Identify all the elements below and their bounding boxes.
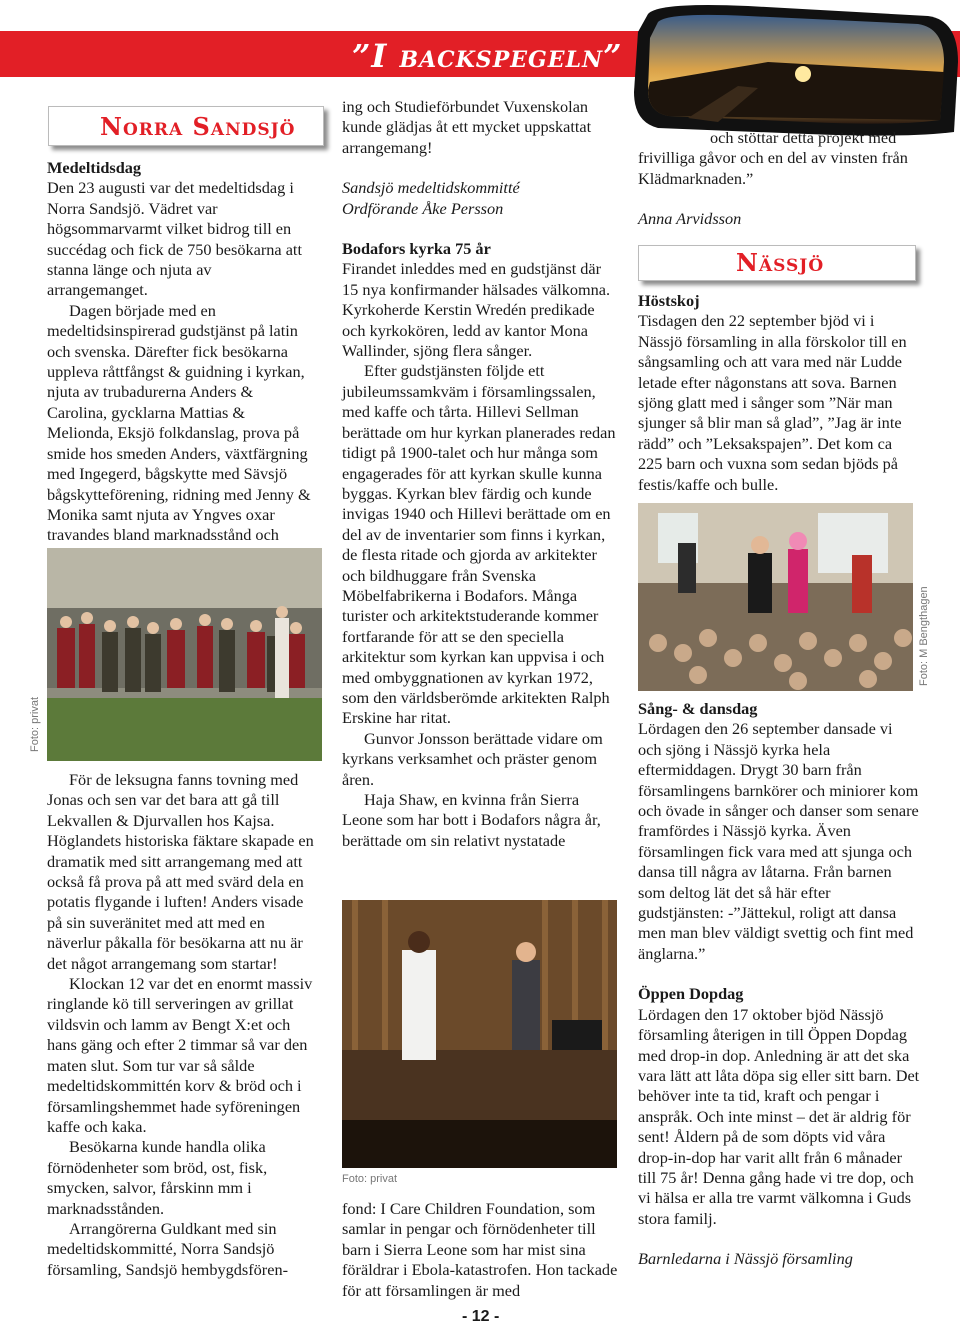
church-stage-photo: [342, 900, 617, 1168]
paragraph: Arrangörerna Guldkant med sin medeltidskommitté, Norra Sandsjö församling, Sandsjö hembygdsfören-: [47, 1218, 289, 1279]
photo-credit: Foto: privat: [342, 1173, 398, 1185]
column-2-top: [342, 97, 620, 851]
section-title-norra-sandsjo: Norra Sandsjö: [100, 112, 296, 141]
article-heading-oppen-dopdag: Öppen Dopdag: [638, 984, 744, 1004]
paragraph: Gunvor Jonsson berättade vidare om kyrkans verksamhet och präster genom åren.: [342, 728, 603, 789]
banner-title: ”I backspegeln”: [352, 37, 623, 75]
photo-credit: Foto: M Bengthagen: [918, 586, 930, 686]
paragraph: Den 23 augusti var det medeltidsdag i Norra Sandsjö. Vädret var högsommarvarmt vilket bidrog till en succédag och fick de 750 besökarna att stanna länge och njuta av arrangemanget.: [47, 178, 302, 300]
paragraph: Besökarna kunde handla olika förnödenheter som bröd, ost, fisk, smycken, salvor, fårskinn mm i marknadsstånden.: [47, 1137, 268, 1218]
signature: Anna Arvidsson: [638, 209, 742, 229]
page-number: - 12 -: [462, 1308, 500, 1325]
paragraph: Haja Shaw, en kvinna från Sierra Leone som har bott i Bodafors några år, berättade om sin relativt nystatade: [342, 790, 601, 850]
signature: Sandsjö medeltidskommitté: [342, 178, 520, 198]
column-3-top: [638, 128, 920, 230]
paragraph: Klockan 12 var det en enormt massiv ringlande kö till serveringen av grillat vildsvin och lamm av Bengt X:et och hans gäng och efter 2 timmar så var den maten slut. Som tur var så sålde medeltidskommittén korv & bröd och i församlingshemmet hade syföreningen kaffe och kaka.: [47, 974, 313, 1136]
article-heading-medeltidsdag: Medeltidsdag: [47, 158, 142, 177]
article-heading-sang-dansdag: Sång- & dansdag: [638, 699, 758, 718]
column-2-bottom: [342, 1199, 622, 1301]
paragraph: Efter gudstjänsten följde ett jubileumssamkväm i församlingssalen, med kaffe och tårta. Hillevi Sellman berättade om hur kyrkan planerades redan tidigt på 1900-talet och hur många som engagerades för att kyrkan skulle kunna byggas. Kyrkan blev färdig och kunde invigas 1940 och Hillevi berättade om en del av de inventarier som finns i kyrkan, de flesta ritade och gjorda av arkitekter och bildhuggare från Svenska Möbelfabrikerna i Bodafors. Många turister och arkitektstuderande kommer fortfarande för att se den speciella arkitektur som kyrkan kan uppvisa i och med ombyggnationen av kyrkan 1972, som den världsberömde arkitekten Ralph Erskine har ritat.: [342, 361, 616, 728]
paragraph: och stöttar detta projekt med frivilliga gåvor och en del av vinsten från Klädmarknaden.”: [638, 128, 908, 188]
paragraph: Tisdagen den 22 september bjöd vi i Nässjö församling in alla förskolor till en sångsamling och att vara med när Ludde letade efter någonstans att sova. Barnen sjöng glatt med i sånger som ”När man sjunger så blir man så glad”, ”Jag är inte rädd” och ”Leksakspajen”. Det kom ca 225 barn och vuxna som sedan bjöds på festis/kaffe och bulle.: [638, 311, 907, 494]
medieval-group-photo: [47, 548, 322, 761]
article-heading-bodafors: Bodafors kyrka 75 år: [342, 239, 491, 259]
signature: Barnledarna i Nässjö församling: [638, 1249, 853, 1269]
column-1-bottom: [47, 770, 319, 1280]
paragraph: Dagen började med en medeltidsinspirerad gudstjänst på latin och svenska. Därefter fick besökarna uppleva råttfångst & guidning i kyrkan, njuta av trubadurerna Anders & Carolina, gycklarna Mattias & Melionda, Eksjö folkdanslag, prova på smide hos smeden Anders, växtfärgning med Ingegerd, bågskytte med Sävsjö bågskytteförening, ridning med Jenny & Monika samt njuta av Yngves oxar travandes bland marknadsstånd och: [47, 300, 311, 545]
paragraph: ing och Studieförbundet Vuxenskolan kunde glädjas åt ett mycket uppskattat arrangemang!: [342, 97, 592, 157]
paragraph: Lördagen den 26 september dansade vi och sjöng i Nässjö kyrka hela eftermiddagen. Drygt 30 barn från församlingens barnkörer och miniorer kom och övade in sånger och danser som senare framfördes i Nässjö kyrka. Även församlingen fick vara med att sjunga och dansa till några av låtarna. Från barnen som deltog lät det så här efter gudstjänsten: -”Jättekul, roligt att dansa men man blev väldigt svettig och fint med änglarna.”: [638, 719, 919, 963]
paragraph: Firandet inleddes med en gudstjänst där 15 nya konfirmander hälsades välkomna. Kyrkoherde Kerstin Wredén predikade och kyrkokören, ledd av kantor Mona Wallinder, sjöng flera sånger.: [342, 259, 611, 361]
signature: Ordförande Åke Persson: [342, 198, 504, 218]
column-3-bottom: [638, 699, 920, 1270]
paragraph: Lördagen den 17 oktober bjöd Nässjö församling återigen in till Öppen Dopdag med drop-in dop. Anledning är att det ska vara lätt att låta döpa sig eller sitt barn. Det behöver inte ta tid, kraft och pengar i anspråk. Och inte minst – det är aldrig för sent! Åldern på de som döpts vid våra drop-in-dop har varit allt från 6 månader till 75 år! Denna gång hade vi tre dop, och vi hälsa er alla tre varmt välkomna i Guds stora familj.: [638, 1004, 920, 1228]
paragraph: För de leksugna fanns tovning med Jonas och sen var det bara att gå till Lekvallen & Djurvallen hos Kajsa. Höglandets historiska fäktare skapade en dramatik med sitt arrangemang med att också få prova på att med svärd dela en potatis flygande i luften! Anders visade på sin suveränitet med att med en näverlur påkalla för besökarna att nu är det något arrangemang som startar!: [47, 770, 314, 973]
photo-credit: Foto: privat: [29, 696, 41, 752]
column-3-mid: [638, 291, 918, 495]
rear-view-mirror-image: [628, 2, 960, 138]
paragraph: fond: I Care Children Foundation, som samlar in pengar och förnödenheter till barn i Sierra Leone som har mist sina föräldrar i Ebola-katastrofen. Hon tackade för att församlingen är med: [342, 1199, 618, 1300]
column-1-top: [47, 158, 315, 566]
children-singing-photo: [638, 503, 913, 691]
article-heading-hostskoj: Höstskoj: [638, 291, 700, 310]
section-title-nassjo: Nässjö: [736, 248, 825, 277]
